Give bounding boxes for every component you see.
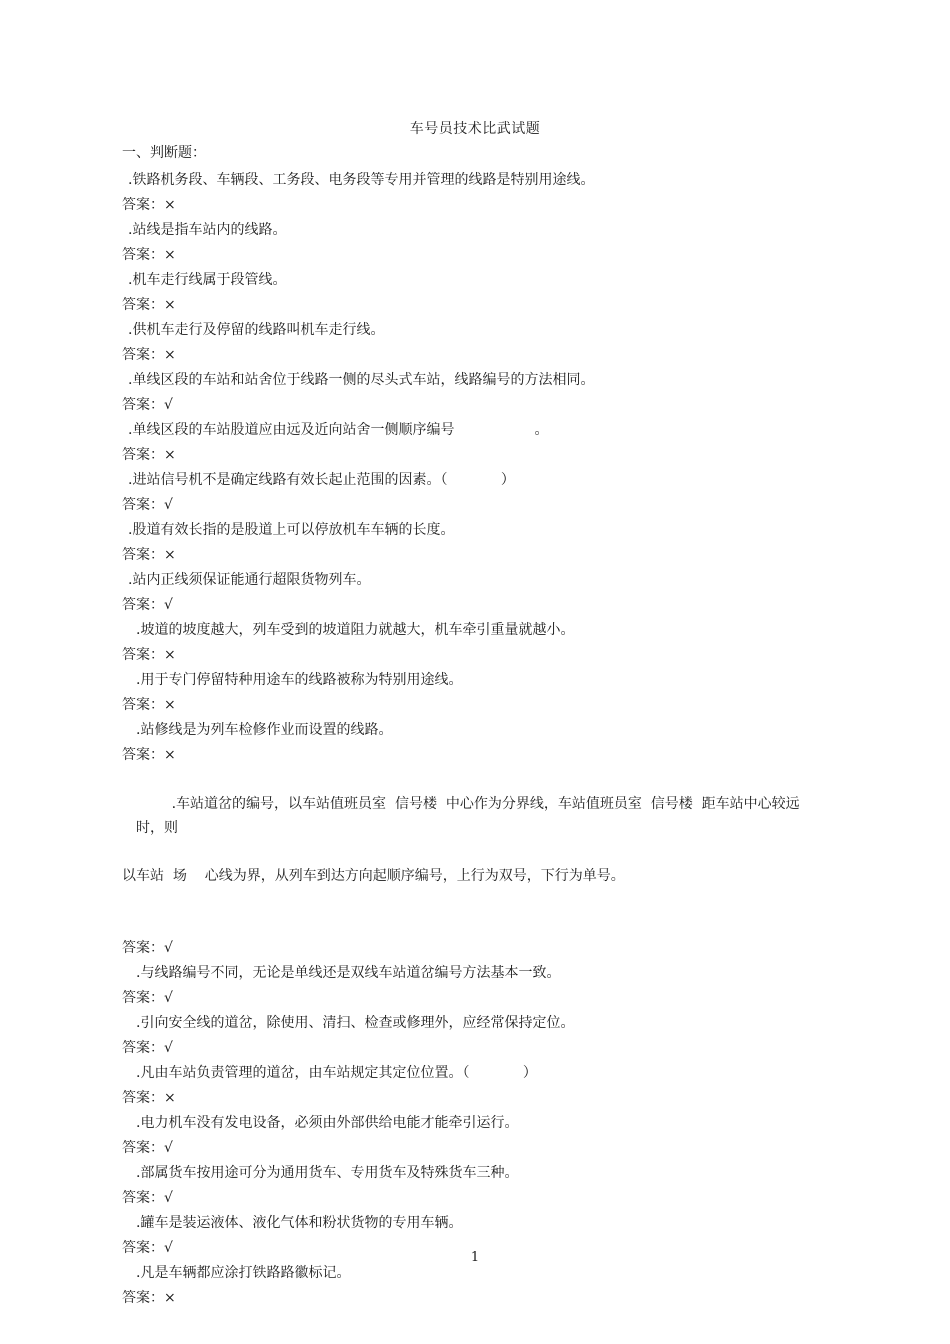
question-text: .铁路机务段、车辆段、工务段、电务段等专用并管理的线路是特别用途线。	[128, 172, 595, 188]
answer-text: 答案：√	[122, 1140, 173, 1156]
question-list	[122, 168, 822, 1311]
question-item	[122, 1111, 822, 1161]
answer-text: 答案：×	[122, 347, 176, 363]
question-item	[122, 1011, 822, 1061]
question-text-line1: .车站道岔的编号，以车站值班员室 信号楼 中心作为分界线，车站值班员室 信号楼 距车站中心较远时，则	[136, 796, 800, 836]
answer-text: 答案：√	[122, 1190, 173, 1206]
question-text: .用于专门停留特种用途车的线路被称为特别用途线。	[136, 672, 463, 688]
page-number: 1	[470, 1250, 480, 1265]
question-item	[122, 318, 822, 368]
question-item	[122, 268, 822, 318]
answer-text: 答案：√	[122, 1040, 173, 1056]
question-item	[122, 718, 822, 768]
question-text: .供机车走行及停留的线路叫机车走行线。	[128, 322, 385, 338]
question-text: .罐车是装运液体、液化气体和粉状货物的专用车辆。	[136, 1215, 463, 1231]
question-text: .站线是指车站内的线路。	[128, 222, 287, 238]
question-text: .进站信号机不是确定线路有效长起止范围的因素。（ ）	[128, 472, 515, 488]
question-text: .电力机车没有发电设备，必须由外部供给电能才能牵引运行。	[136, 1115, 519, 1131]
answer-text: 答案：×	[122, 697, 176, 713]
answer-text: 答案：×	[122, 297, 176, 313]
question-text: .与线路编号不同，无论是单线还是双线车站道岔编号方法基本一致。	[136, 965, 561, 981]
question-item	[122, 768, 822, 961]
question-text	[122, 768, 822, 936]
question-item	[122, 368, 822, 418]
answer-text: 答案：×	[122, 447, 176, 463]
question-item	[122, 418, 822, 468]
answer-text: 答案：×	[122, 647, 176, 663]
answer-text: 答案：×	[122, 247, 176, 263]
question-item	[122, 1261, 822, 1311]
question-text: .单线区段的车站和站舍位于线路一侧的尽头式车站，线路编号的方法相同。	[128, 372, 595, 388]
answer-text: 答案：×	[122, 1090, 176, 1106]
question-item	[122, 961, 822, 1011]
answer-text: 答案：√	[122, 940, 173, 956]
answer-text: 答案：×	[122, 547, 176, 563]
question-text: .股道有效长指的是股道上可以停放机车车辆的长度。	[128, 522, 455, 538]
question-item	[122, 168, 822, 218]
answer-text: 答案：√	[122, 597, 173, 613]
answer-text: 答案：×	[122, 747, 176, 763]
question-item	[122, 1161, 822, 1211]
question-item	[122, 618, 822, 668]
question-text: .凡是车辆都应涂打铁路路徽标记。	[136, 1265, 351, 1281]
question-text: .凡由车站负责管理的道岔，由车站规定其定位位置。（ ）	[136, 1065, 537, 1081]
section-heading: 一、判断题：	[122, 145, 206, 161]
answer-text: 答案：√	[122, 497, 173, 513]
question-text: .引向安全线的道岔，除使用、清扫、检查或修理外，应经常保持定位。	[136, 1015, 575, 1031]
question-text-line2: 以车站 场 心线为界，从列车到达方向起顺序编号，上行为双号，下行为单号。	[122, 868, 625, 884]
question-text: .站修线是为列车检修作业而设置的线路。	[136, 722, 393, 738]
answer-text: 答案：√	[122, 397, 173, 413]
answer-text: 答案：√	[122, 990, 173, 1006]
question-item	[122, 518, 822, 568]
question-text: .机车走行线属于段管线。	[128, 272, 287, 288]
question-text: .坡道的坡度越大，列车受到的坡道阻力就越大，机车牵引重量就越小。	[136, 622, 575, 638]
answer-text: 答案：√	[122, 1240, 173, 1256]
question-item	[122, 568, 822, 618]
question-item	[122, 468, 822, 518]
question-text: .部属货车按用途可分为通用货车、专用货车及特殊货车三种。	[136, 1165, 519, 1181]
answer-text: 答案：×	[122, 197, 176, 213]
question-text: .单线区段的车站股道应由远及近向站舍一侧顺序编号 。	[128, 422, 549, 438]
question-text: .站内正线须保证能通行超限货物列车。	[128, 572, 371, 588]
question-item	[122, 668, 822, 718]
document-title: 车号员技术比武试题	[409, 121, 541, 137]
question-item	[122, 218, 822, 268]
answer-text: 答案：×	[122, 1290, 176, 1306]
question-item	[122, 1061, 822, 1111]
